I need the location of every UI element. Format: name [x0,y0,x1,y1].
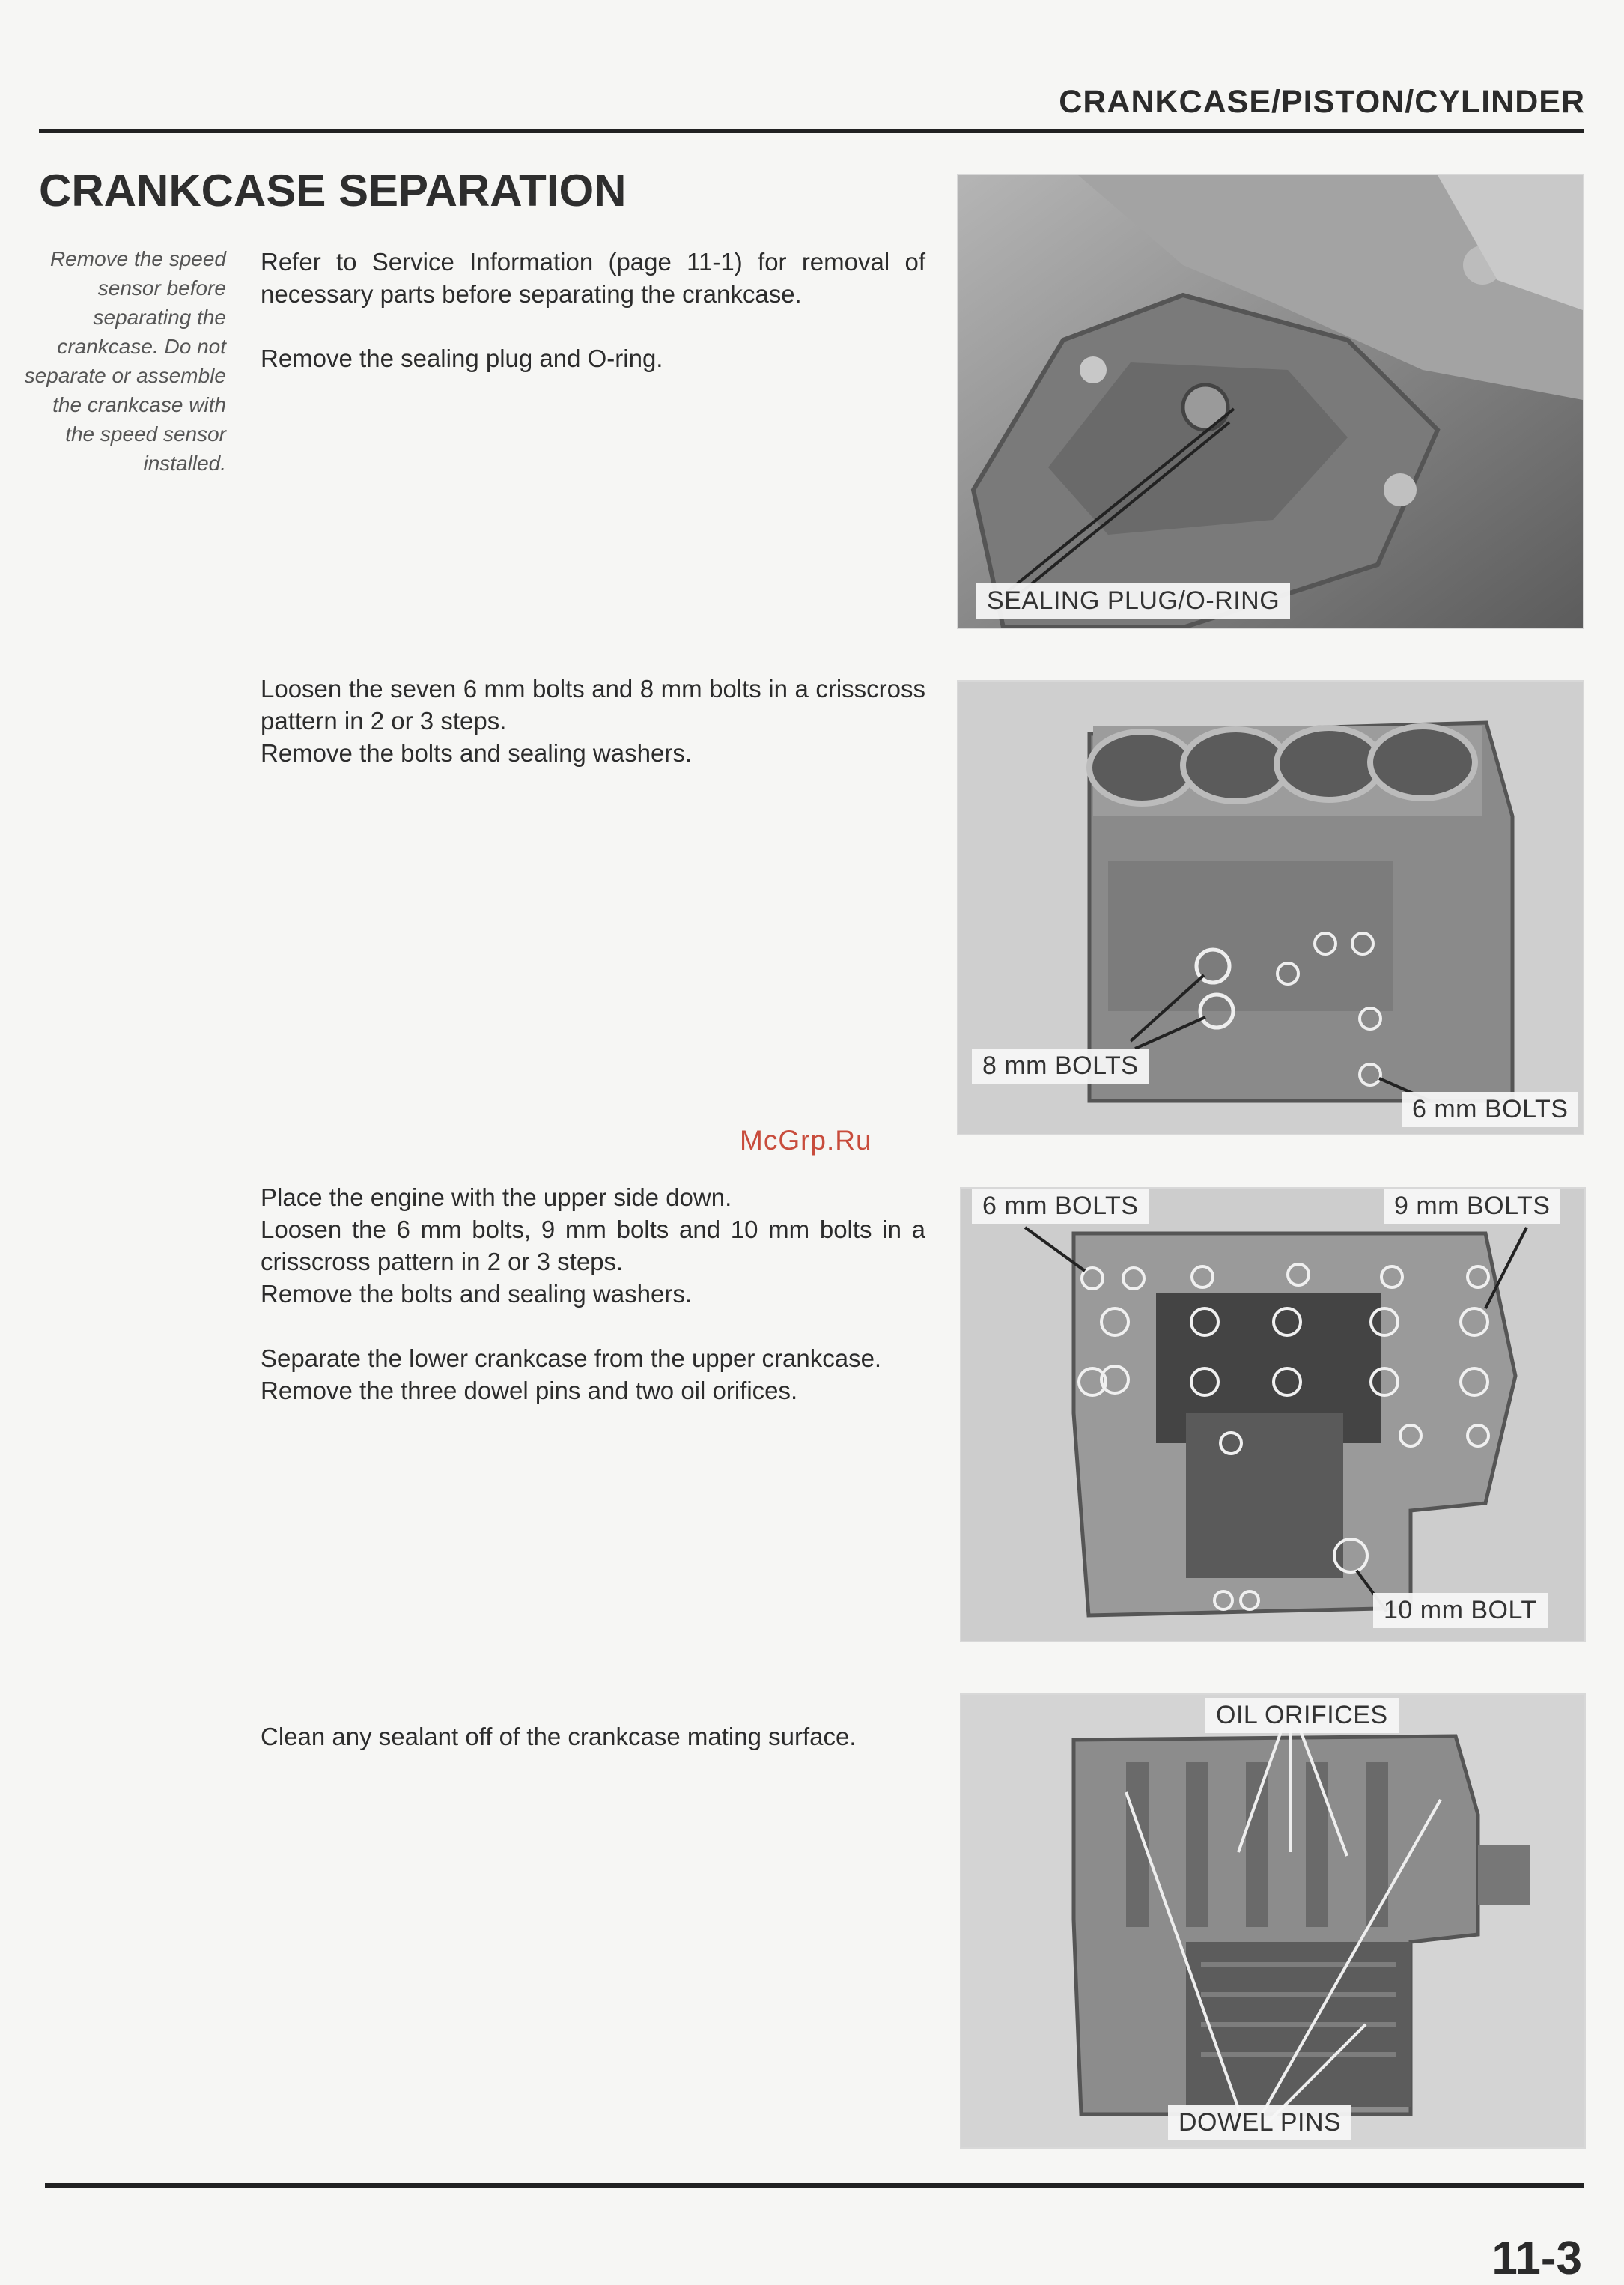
watermark: McGrp.Ru [740,1125,872,1156]
photo-mating-surface [960,1693,1586,2149]
callout-dowel-pins: DOWEL PINS [1168,2105,1351,2140]
callout-8mm-bolts: 8 mm BOLTS [972,1049,1149,1084]
callout-6mm-bolts: 6 mm BOLTS [1402,1092,1578,1127]
step-3-paragraph-3: Remove the bolts and sealing washers. [261,1280,692,1308]
step-1-paragraph-2: Remove the sealing plug and O-ring. [261,345,663,372]
side-note: Remove the speed sensor before separating the crankcase. Do not separate or assemble the crankcase with the speed sensor installed. [24,247,226,475]
step-1-text [261,246,925,374]
callout-oil-orifices: OIL ORIFICES [1205,1698,1399,1733]
photo-lower-bolts [960,1187,1586,1642]
step-4-paragraph-1: Clean any sealant off of the crankcase mating surface. [261,1723,857,1750]
step-3-text [261,1181,925,1406]
callout-6mm-bolts-lower: 6 mm BOLTS [972,1189,1149,1224]
header-rule [39,129,1584,133]
crankcase-photo-3 [961,1189,1584,1641]
callout-10mm-bolt: 10 mm BOLT [1373,1593,1548,1628]
chapter-title: CRANKCASE/PISTON/CYLINDER [1059,84,1585,120]
step-2-text [261,673,925,769]
step-4-text [261,1720,925,1753]
step-1-paragraph-1: Refer to Service Information (page 11-1) for removal of necessary parts before separating the crankcase. [261,248,925,308]
step-3-paragraph-1: Place the engine with the upper side down. [261,1183,732,1211]
page-number: 11-3 [1491,2233,1582,2284]
section-title: CRANKCASE SEPARATION [39,166,627,216]
crankcase-photo-4 [961,1695,1584,2147]
step-2-paragraph-2: Remove the bolts and sealing washers. [261,739,692,767]
step-3-paragraph-5: Remove the three dowel pins and two oil orifices. [261,1377,798,1404]
step-2-paragraph-1: Loosen the seven 6 mm bolts and 8 mm bolts in a crisscross pattern in 2 or 3 steps. [261,675,925,735]
step-3-paragraph-2: Loosen the 6 mm bolts, 9 mm bolts and 10 mm bolts in a crisscross pattern in 2 or 3 steps. [261,1216,925,1275]
footer-rule [45,2183,1584,2188]
photo-upper-bolts [957,680,1584,1135]
callout-9mm-bolts: 9 mm BOLTS [1384,1189,1560,1224]
step-3-paragraph-4: Separate the lower crankcase from the upper crankcase. [261,1344,882,1372]
photo-sealing-plug [957,174,1584,629]
crankcase-photo-1 [958,175,1583,628]
callout-sealing-plug: SEALING PLUG/O-RING [976,583,1290,619]
